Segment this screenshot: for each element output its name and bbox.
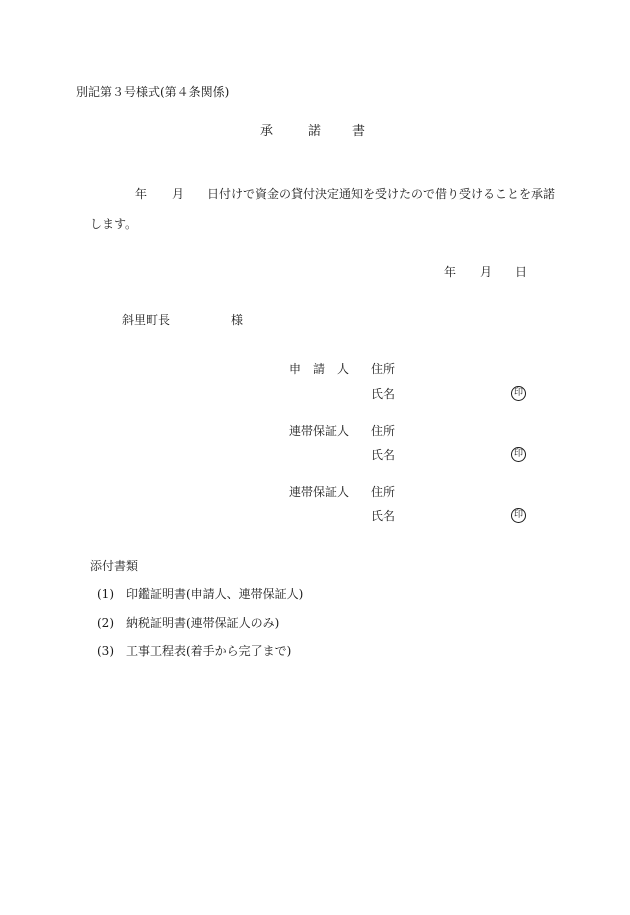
date-day-label: 日 [515, 265, 528, 279]
body-year-label: 年 [135, 187, 148, 201]
addressee-name: 斜里町長 [122, 313, 171, 327]
form-label: 別記第３号様式(第４条関係) [76, 85, 230, 99]
title-char-1: 承 [260, 124, 274, 139]
attachment-item-number: (1) [97, 587, 114, 601]
seal-icon: 印 [511, 508, 526, 523]
party-role-label: 連帯保証人 [289, 485, 350, 499]
body-month-label: 月 [172, 187, 185, 201]
body-line1-text: 日付けで資金の貸付決定通知を受けたので借り受けることを承諾 [207, 187, 556, 201]
attachment-item-text: 印鑑証明書(申請人、連帯保証人) [126, 587, 304, 601]
date-year-label: 年 [444, 265, 457, 279]
attachment-item-text: 納税証明書(連帯保証人のみ) [126, 616, 280, 630]
title-char-2: 諾 [308, 124, 322, 139]
attachments-heading: 添付書類 [90, 559, 139, 573]
party-address-label: 住所 [371, 362, 396, 376]
seal-icon: 印 [511, 447, 526, 462]
party-role-label: 連帯保証人 [289, 424, 350, 438]
seal-icon: 印 [511, 386, 526, 401]
attachment-item-number: (3) [97, 644, 114, 658]
party-name-label: 氏名 [371, 448, 396, 462]
title-char-3: 書 [352, 124, 366, 139]
attachment-item-number: (2) [97, 616, 114, 630]
party-address-label: 住所 [371, 485, 396, 499]
party-name-label: 氏名 [371, 387, 396, 401]
party-name-label: 氏名 [371, 509, 396, 523]
date-month-label: 月 [480, 265, 493, 279]
party-role-label: 申 請 人 [289, 362, 350, 376]
attachment-item-text: 工事工程表(着手から完了まで) [126, 644, 292, 658]
party-address-label: 住所 [371, 424, 396, 438]
addressee-honorific: 様 [231, 313, 244, 327]
body-line2-text: します。 [90, 217, 138, 231]
